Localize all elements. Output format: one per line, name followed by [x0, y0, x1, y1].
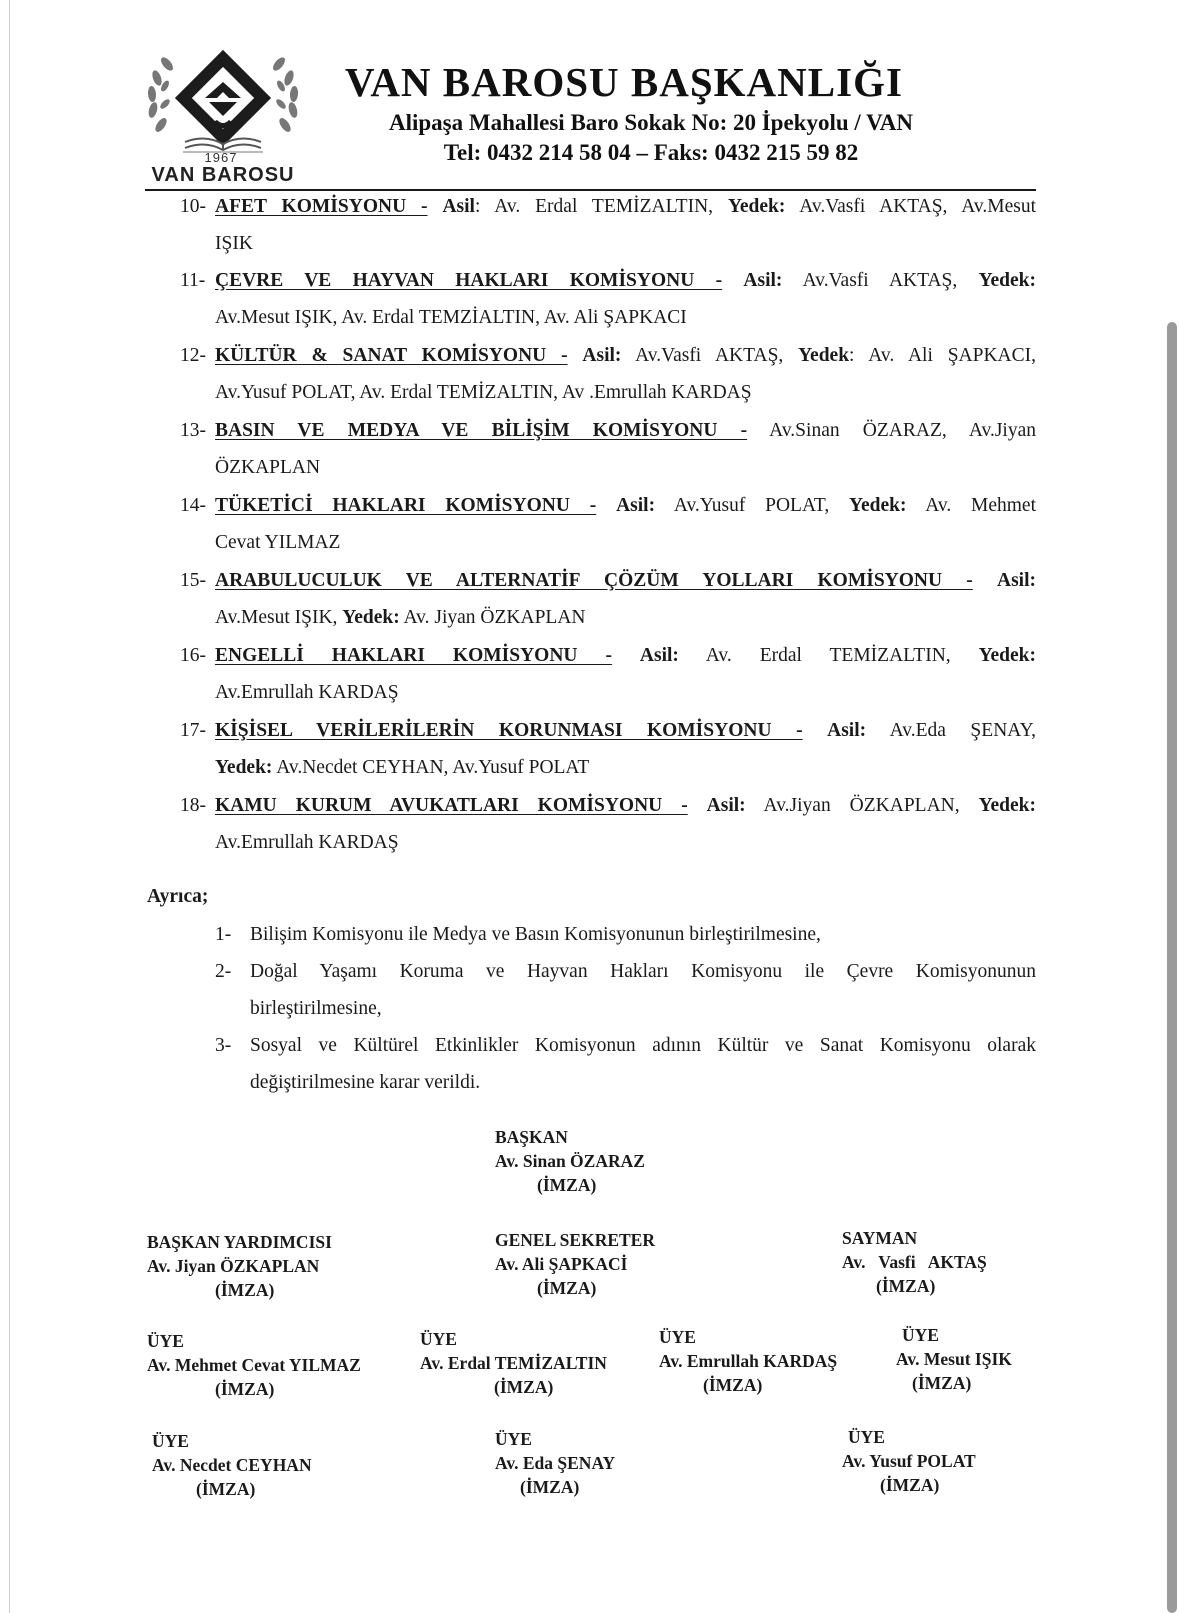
signature-uye-4 — [896, 1323, 1012, 1395]
signature-name: Av. Yusuf POLAT — [842, 1451, 976, 1471]
item-number: 18- — [180, 795, 206, 816]
logo-year: 1967 — [204, 150, 238, 165]
yedek-members: : Av. Ali ŞAPKACI, — [849, 345, 1037, 366]
signature-name: Av. Mesut IŞIK — [896, 1349, 1012, 1369]
signature-uye-3 — [659, 1325, 837, 1397]
signature-uye-6 — [495, 1427, 615, 1499]
asil-members: : Av. Erdal TEMİZALTIN, — [474, 196, 728, 217]
item-number: 3- — [215, 1035, 232, 1056]
signature-uye-1 — [147, 1329, 361, 1401]
signature-imza: (İMZA) — [537, 1175, 597, 1195]
yedek-label: Yedek: — [978, 270, 1036, 291]
continuation-line: Av.Mesut IŞIK, Av. Erdal TEMZİALTIN, Av. Ali ŞAPKACI — [215, 307, 687, 328]
item-number: 10- — [180, 196, 206, 217]
signature-imza: (İMZA) — [912, 1373, 972, 1393]
signature-name: Av. Vasfi AKTAŞ — [842, 1252, 987, 1272]
commission-name: AFET KOMİSYONU - — [215, 196, 428, 217]
yedek-members: Av. Mehmet — [906, 495, 1037, 516]
asil-label: Asil: — [582, 345, 622, 366]
commission-name: KÜLTÜR & SANAT KOMİSYONU - — [215, 345, 568, 366]
commission-name: BASIN VE MEDYA VE BİLİŞİM KOMİSYONU - — [215, 420, 748, 441]
signature-role: ÜYE — [420, 1329, 457, 1349]
signature-imza: (İMZA) — [215, 1379, 275, 1399]
item-number: 2- — [215, 961, 232, 982]
item-number: 16- — [180, 645, 206, 666]
laurel-left-icon — [147, 55, 175, 134]
asil-label: Asil: — [639, 645, 679, 666]
commission-name: TÜKETİCİ HAKLARI KOMİSYONU - — [215, 495, 597, 516]
logo-emblem-icon — [143, 38, 303, 158]
signature-name: Av. Emrullah KARDAŞ — [659, 1351, 838, 1371]
item-number: 14- — [180, 495, 206, 516]
continuation-line: ÖZKAPLAN — [215, 457, 321, 478]
signature-genel-sekreter — [495, 1228, 655, 1300]
logo-name: VAN BAROSU — [151, 164, 295, 186]
asil-label: Asil: — [706, 795, 746, 816]
resolution-text: Doğal Yaşamı Koruma ve Hayvan Hakları Komisyonu ile Çevre Komisyonunun — [250, 961, 1036, 982]
signature-role: ÜYE — [147, 1331, 184, 1351]
letterhead-phone: Tel: 0432 214 58 04 – Faks: 0432 215 59 82 — [443, 140, 859, 165]
asil-members: Av.Jiyan ÖZKAPLAN, — [745, 795, 979, 816]
bar-logo — [143, 38, 303, 188]
letterhead-title: VAN BAROSU BAŞKANLIĞI — [345, 59, 903, 105]
item-number: 1- — [215, 924, 232, 945]
signature-role: BAŞKAN — [495, 1127, 568, 1147]
commission-name: KAMU KURUM AVUKATLARI KOMİSYONU - — [215, 795, 688, 816]
signature-uye-2 — [420, 1327, 607, 1399]
yedek-members: Av. Jiyan ÖZKAPLAN — [399, 607, 586, 628]
signature-name: Av. Erdal TEMİZALTIN — [420, 1353, 607, 1373]
members: Av.Sinan ÖZARAZ, Av.Jiyan — [747, 420, 1036, 441]
asil-label: Asil: — [616, 495, 656, 516]
signature-name: Av. Ali ŞAPKACİ — [495, 1254, 628, 1274]
continuation-line: IŞIK — [215, 233, 253, 254]
yedek-members: Av.Necdet CEYHAN, Av.Yusuf POLAT — [272, 757, 590, 778]
signature-imza: (İMZA) — [196, 1479, 256, 1499]
commission-name: ENGELLİ HAKLARI KOMİSYONU - — [215, 645, 612, 666]
yedek-label: Yedek: — [727, 196, 786, 217]
signature-imza: (İMZA) — [494, 1377, 554, 1397]
signature-role: ÜYE — [902, 1325, 939, 1345]
asil-members: Av.Yusuf POLAT, — [655, 495, 850, 516]
signature-imza: (İMZA) — [880, 1475, 940, 1495]
asil-label: Asil: — [743, 270, 783, 291]
asil-label: Asil: — [827, 720, 867, 741]
asil-members: Av.Mesut IŞIK, — [215, 607, 343, 628]
signature-name: Av. Necdet CEYHAN — [152, 1455, 312, 1475]
signature-role: ÜYE — [659, 1327, 696, 1347]
yedek-members: Av.Vasfi AKTAŞ, Av.Mesut — [785, 196, 1036, 217]
continuation-line: Av.Emrullah KARDAŞ — [215, 832, 399, 853]
letterhead-address: Alipaşa Mahallesi Baro Sokak No: 20 İpekyolu / VAN — [388, 110, 913, 135]
commission-name: KİŞİSEL VERİLERİLERİN KORUNMASI KOMİSYONU - — [215, 720, 803, 741]
signature-role: BAŞKAN YARDIMCISI — [147, 1232, 332, 1252]
diamond-emblem-icon — [175, 50, 271, 146]
ayrica-heading: Ayrıca; — [147, 886, 209, 907]
yedek-label: Yedek: — [849, 495, 907, 516]
item-number: 11- — [180, 270, 206, 291]
signature-name: Av. Mehmet Cevat YILMAZ — [147, 1355, 361, 1375]
scrollbar[interactable] — [1167, 322, 1177, 1613]
item-number: 12- — [180, 345, 206, 366]
resolution-continuation: birleştirilmesine, — [250, 998, 382, 1019]
yedek-label: Yedek: — [342, 607, 400, 628]
signature-imza: (İMZA) — [703, 1375, 763, 1395]
yedek-label: Yedek: — [215, 757, 273, 778]
asil-members: Av.Vasfi AKTAŞ, — [621, 345, 799, 366]
resolution-text: Bilişim Komisyonu ile Medya ve Basın Komisyonunun birleştirilmesine, — [250, 924, 821, 945]
signature-name: Av. Sinan ÖZARAZ — [495, 1151, 645, 1171]
signature-baskan — [495, 1125, 645, 1197]
signature-imza: (İMZA) — [876, 1276, 936, 1296]
asil-label: Asil: — [997, 570, 1036, 591]
yedek-label: Yedek: — [978, 645, 1037, 666]
page-edge — [9, 0, 10, 1613]
signature-role: SAYMAN — [842, 1228, 918, 1248]
yedek-label: Yedek: — [978, 795, 1036, 816]
signature-imza: (İMZA) — [520, 1477, 580, 1497]
signature-role: ÜYE — [495, 1429, 532, 1449]
signature-sayman — [842, 1226, 987, 1298]
item-number: 13- — [180, 420, 206, 441]
signature-name: Av. Eda ŞENAY — [495, 1453, 616, 1473]
signature-uye-5 — [152, 1429, 312, 1501]
signature-role: ÜYE — [152, 1431, 189, 1451]
signature-role: ÜYE — [848, 1427, 885, 1447]
signature-imza: (İMZA) — [537, 1278, 597, 1298]
commission-name: ÇEVRE VE HAYVAN HAKLARI KOMİSYONU - — [215, 270, 723, 291]
yedek-label: Yedek — [798, 345, 850, 366]
continuation-line: Av.Yusuf POLAT, Av. Erdal TEMİZALTIN, Av .Emrullah KARDAŞ — [215, 382, 752, 403]
resolution-text: Sosyal ve Kültürel Etkinlikler Komisyonun adının Kültür ve Sanat Komisyonu olarak — [250, 1035, 1036, 1056]
item-number: 15- — [180, 570, 206, 591]
item-number: 17- — [180, 720, 206, 741]
signature-imza: (İMZA) — [215, 1280, 275, 1300]
continuation-line: Cevat YILMAZ — [215, 532, 341, 553]
signature-role: GENEL SEKRETER — [495, 1230, 655, 1250]
laurel-right-icon — [271, 55, 299, 134]
signature-baskan-yardimcisi — [147, 1230, 332, 1302]
asil-members: Av.Eda ŞENAY, — [866, 720, 1037, 741]
asil-label: Asil — [442, 196, 475, 217]
signature-name: Av. Jiyan ÖZKAPLAN — [147, 1256, 320, 1276]
asil-members: Av. Erdal TEMİZALTIN, — [678, 645, 979, 666]
signature-uye-7 — [842, 1425, 976, 1497]
asil-members: Av.Vasfi AKTAŞ, — [782, 270, 979, 291]
resolution-continuation: değiştirilmesine karar verildi. — [250, 1072, 481, 1093]
continuation-line: Av.Emrullah KARDAŞ — [215, 682, 399, 703]
commission-name: ARABULUCULUK VE ALTERNATİF ÇÖZÜM YOLLARI KOMİSYONU - — [215, 570, 973, 591]
